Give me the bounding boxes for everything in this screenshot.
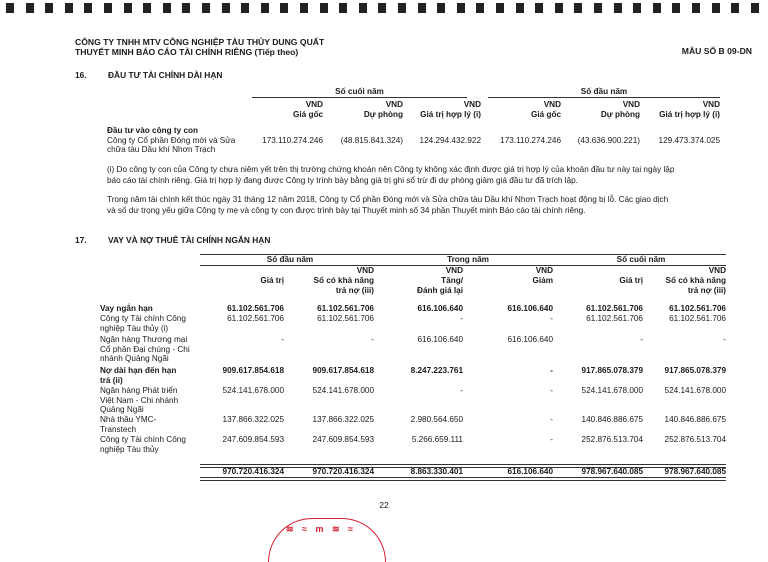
binding-hole: [222, 3, 230, 13]
s17-value-cell: 61.102.561.706: [586, 314, 643, 323]
binding-hole: [65, 3, 73, 13]
s17-value-cell: -: [460, 386, 463, 395]
s16-row-name-2: chữa tàu Dầu khí Nhơn Trạch: [107, 145, 216, 154]
s16-value-cell: 173.110.274.246: [500, 136, 561, 145]
binding-hole: [516, 3, 524, 13]
s17-value-cell: -: [550, 314, 553, 323]
s17-col-header: trả nợ (iii): [687, 286, 726, 295]
note-line: (i) Do công ty con của Công ty chưa niêm yết trên thị trường chứng khoán nên Công ty không xác định được giá trị hợp lý của khoản đầu tư này tại ngày lập: [107, 165, 675, 174]
s16-value-cell: (43.636.900.221): [577, 136, 640, 145]
s17-unit-label: VND: [356, 266, 374, 275]
s16-col-header: Giá gốc: [530, 110, 561, 119]
s16-unit-label: VND: [463, 100, 481, 109]
binding-hole: [476, 3, 484, 13]
note-line: Trong năm tài chính kết thúc ngày 31 tháng 12 năm 2018, Công ty Cổ phần Đóng mới và Sửa chữa tàu Dầu khí Nhơn Trạch hoạt động bị lỗ. Các giao dịch: [107, 195, 669, 204]
binding-hole: [182, 3, 190, 13]
s17-total-cell: 978.967.640.085: [664, 467, 726, 476]
s17-value-cell: 137.866.322.025: [312, 415, 374, 424]
binding-hole: [731, 3, 739, 13]
s17-value-cell: 917.865.078.379: [664, 366, 726, 375]
s17-value-cell: 524.141.678.000: [664, 386, 726, 395]
seal-text: ≋ ≈ m ≋ ≈: [286, 524, 356, 534]
s16-col-header: Giá trị hợp lý (i): [420, 110, 481, 119]
s17-value-cell: 137.866.322.025: [222, 415, 284, 424]
binding-hole: [6, 3, 14, 13]
s17-value-cell: 61.102.561.706: [669, 314, 726, 323]
s17-value-cell: 8.247.223.761: [410, 366, 463, 375]
binding-hole: [437, 3, 445, 13]
s17-row-label: Ngân hàng Thương mại: [100, 335, 188, 344]
s16-group-begin: Số đầu năm: [580, 87, 628, 96]
s16-note-2: [107, 194, 723, 216]
s17-value-cell: 616.106.640: [507, 304, 553, 313]
s17-value-cell: 909.617.854.618: [312, 366, 374, 375]
binding-hole: [163, 3, 171, 13]
binding-hole: [633, 3, 641, 13]
s17-value-cell: 61.102.561.706: [317, 304, 374, 313]
s16-value-cell: 129.473.374.025: [658, 136, 720, 145]
s17-row-label: Transtech: [100, 424, 137, 434]
s17-row-label: Công ty Tài chính Công: [100, 435, 186, 444]
s17-row-label: Nợ dài hạn đến hạn: [100, 366, 177, 375]
binding-hole: [672, 3, 680, 13]
s16-unit-label: VND: [622, 100, 640, 109]
s17-value-cell: 140.846.886.675: [664, 415, 726, 424]
s17-col-header: Giá trị: [619, 276, 643, 285]
binding-hole: [692, 3, 700, 13]
s17-row-label: Cổ phần Đại chúng - Chi: [100, 344, 190, 354]
s16-row-name-1: Công ty Cổ phần Đóng mới và Sửa: [107, 136, 236, 145]
s17-value-cell: 61.102.561.706: [669, 304, 726, 313]
binding-hole: [614, 3, 622, 13]
s17-value-cell: -: [460, 314, 463, 323]
s17-value-cell: 616.106.640: [417, 304, 463, 313]
s17-col-header: Số có khả năng: [665, 276, 726, 285]
s16-row-group: Đầu tư vào công ty con: [107, 126, 198, 135]
s16-value-cell: 173.110.274.246: [262, 136, 323, 145]
s17-row-label: Nhà thầu YMC-: [100, 415, 157, 424]
s17-value-cell: 247.609.854.593: [222, 435, 284, 444]
s17-unit-label: VND: [535, 266, 553, 275]
binding-hole: [359, 3, 367, 13]
s17-value-cell: 524.141.678.000: [581, 386, 643, 395]
s17-value-cell: -: [640, 335, 643, 344]
binding-hole: [280, 3, 288, 13]
s17-group-during: Trong năm: [447, 255, 489, 264]
note-line: và số dư trọng yếu giữa Công ty mẹ và công ty con được trình bày tại Thuyết minh số 34 phần Thuyết minh Báo cáo tài chính riêng.: [107, 206, 586, 215]
binding-hole: [45, 3, 53, 13]
company-seal: [268, 518, 388, 541]
binding-hole: [378, 3, 386, 13]
binding-hole: [751, 3, 759, 13]
s17-col-header: trả nợ (iii): [335, 286, 374, 295]
section-number: 16.: [75, 70, 87, 80]
s17-total-cell: 978.967.640.085: [581, 467, 643, 476]
s16-group-end: Số cuối năm: [335, 87, 384, 96]
company-name: CÔNG TY TNHH MTV CÔNG NGHIỆP TÀU THỦY DUNG QUẤT: [75, 37, 325, 47]
s16-value-cell: 124.294.432.922: [419, 136, 481, 145]
s17-unit-label: VND: [445, 266, 463, 275]
s16-unit-label: VND: [385, 100, 403, 109]
s16-col-header: Dự phòng: [600, 110, 640, 119]
s17-row-label: Công ty Tài chính Công: [100, 314, 186, 323]
s16-col-header: Dự phòng: [363, 110, 403, 119]
s16-rule-begin: [488, 97, 720, 98]
form-number: MẪU SỐ B 09-DN: [681, 46, 752, 56]
s17-value-cell: 616.106.640: [417, 335, 463, 344]
binding-hole: [300, 3, 308, 13]
s17-row-label: Vay ngắn hạn: [100, 304, 153, 313]
s17-value-cell: 909.617.854.618: [222, 366, 284, 375]
note-line: báo cáo tài chính riêng. Giá trị hợp lý đang được Công ty trình bày bằng giá trị ghi sổ trừ đi dự phòng giảm giá đầu tư đã trích lập.: [107, 176, 578, 185]
section-title: VAY VÀ NỢ THUÊ TÀI CHÍNH NGẮN HẠN: [108, 235, 271, 245]
s17-value-cell: -: [550, 366, 553, 375]
binding-hole: [124, 3, 132, 13]
binding-hole: [320, 3, 328, 13]
s16-rule-end: [252, 97, 467, 98]
s17-total-cell: 970.720.416.324: [222, 467, 284, 476]
binding-hole: [143, 3, 151, 13]
s17-value-cell: -: [723, 335, 726, 344]
s17-value-cell: 5.266.659.111: [411, 435, 463, 444]
s17-value-cell: 252.876.513.704: [664, 435, 726, 444]
section-title: ĐẦU TƯ TÀI CHÍNH DÀI HẠN: [108, 70, 223, 80]
s16-col-header: Giá trị hợp lý (i): [659, 110, 720, 119]
s17-value-cell: -: [550, 435, 553, 444]
s16-col-header: Giá gốc: [292, 110, 323, 119]
binding-hole: [26, 3, 34, 13]
binding-hole: [84, 3, 92, 13]
s17-value-cell: -: [371, 335, 374, 344]
s17-value-cell: 61.102.561.706: [317, 314, 374, 323]
s17-total-cell: 970.720.416.324: [312, 467, 374, 476]
s16-value-cell: (48.815.841.324): [340, 136, 403, 145]
binding-holes: [0, 0, 768, 20]
s16-unit-label: VND: [702, 100, 720, 109]
s17-col-header: Giá trị: [260, 276, 284, 285]
s17-value-cell: 140.846.886.675: [581, 415, 643, 424]
binding-hole: [653, 3, 661, 13]
s17-value-cell: 2.980.564.650: [410, 415, 463, 424]
s17-value-cell: -: [281, 335, 284, 344]
binding-hole: [574, 3, 582, 13]
binding-hole: [418, 3, 426, 13]
binding-hole: [339, 3, 347, 13]
binding-hole: [712, 3, 720, 13]
s17-row-label: Quảng Ngãi: [100, 405, 144, 414]
s17-value-cell: -: [550, 415, 553, 424]
s17-value-cell: 61.102.561.706: [227, 314, 284, 323]
binding-hole: [261, 3, 269, 13]
s17-value-cell: 247.609.854.593: [312, 435, 374, 444]
document-header: [75, 37, 324, 57]
binding-hole: [398, 3, 406, 13]
s17-row-label: trả (ii): [100, 375, 123, 385]
binding-hole: [496, 3, 504, 13]
report-subtitle: THUYẾT MINH BÁO CÁO TÀI CHÍNH RIÊNG (Tiếp theo): [75, 47, 299, 57]
s17-value-cell: 616.106.640: [507, 335, 553, 344]
s16-note-1: [107, 164, 723, 186]
s17-total-rule-bottom: [200, 477, 726, 481]
s17-value-cell: 61.102.561.706: [586, 304, 643, 313]
s17-row-label: nghiệp Tàu thủy: [100, 444, 159, 454]
binding-hole: [555, 3, 563, 13]
s17-value-cell: 524.141.678.000: [312, 386, 374, 395]
s17-value-cell: 524.141.678.000: [222, 386, 284, 395]
s17-unit-label: VND: [708, 266, 726, 275]
s17-group-end: Số cuối năm: [616, 255, 666, 264]
s17-row-label: nhánh Quảng Ngãi: [100, 354, 169, 363]
s17-value-cell: 252.876.513.704: [581, 435, 643, 444]
s17-total-cell: 8.863.330.401: [410, 467, 463, 476]
section-number: 17.: [75, 235, 87, 245]
s16-unit-label: VND: [305, 100, 323, 109]
binding-hole: [241, 3, 249, 13]
s17-row-label: Ngân hàng Phát triển: [100, 386, 178, 395]
binding-hole: [202, 3, 210, 13]
binding-hole: [104, 3, 112, 13]
s17-row-label: nghiệp Tàu thủy (i): [100, 323, 169, 333]
binding-hole: [594, 3, 602, 13]
s17-col-header: Giảm: [532, 276, 553, 285]
s17-value-cell: 61.102.561.706: [227, 304, 284, 313]
s16-unit-label: VND: [543, 100, 561, 109]
s17-col-header: Đánh giá lại: [417, 286, 463, 295]
s17-total-cell: 616.106.640: [507, 467, 553, 476]
page-number: 22: [379, 500, 389, 510]
s17-row-label: Việt Nam - Chi nhánh: [100, 395, 179, 405]
s17-value-cell: -: [550, 386, 553, 395]
s17-value-cell: 917.865.078.379: [581, 366, 643, 375]
binding-hole: [457, 3, 465, 13]
binding-hole: [535, 3, 543, 13]
s17-col-header: Số có khả năng: [313, 276, 374, 285]
s17-col-header: Tăng/: [441, 276, 463, 285]
s17-group-begin: Số đầu năm: [266, 255, 314, 264]
